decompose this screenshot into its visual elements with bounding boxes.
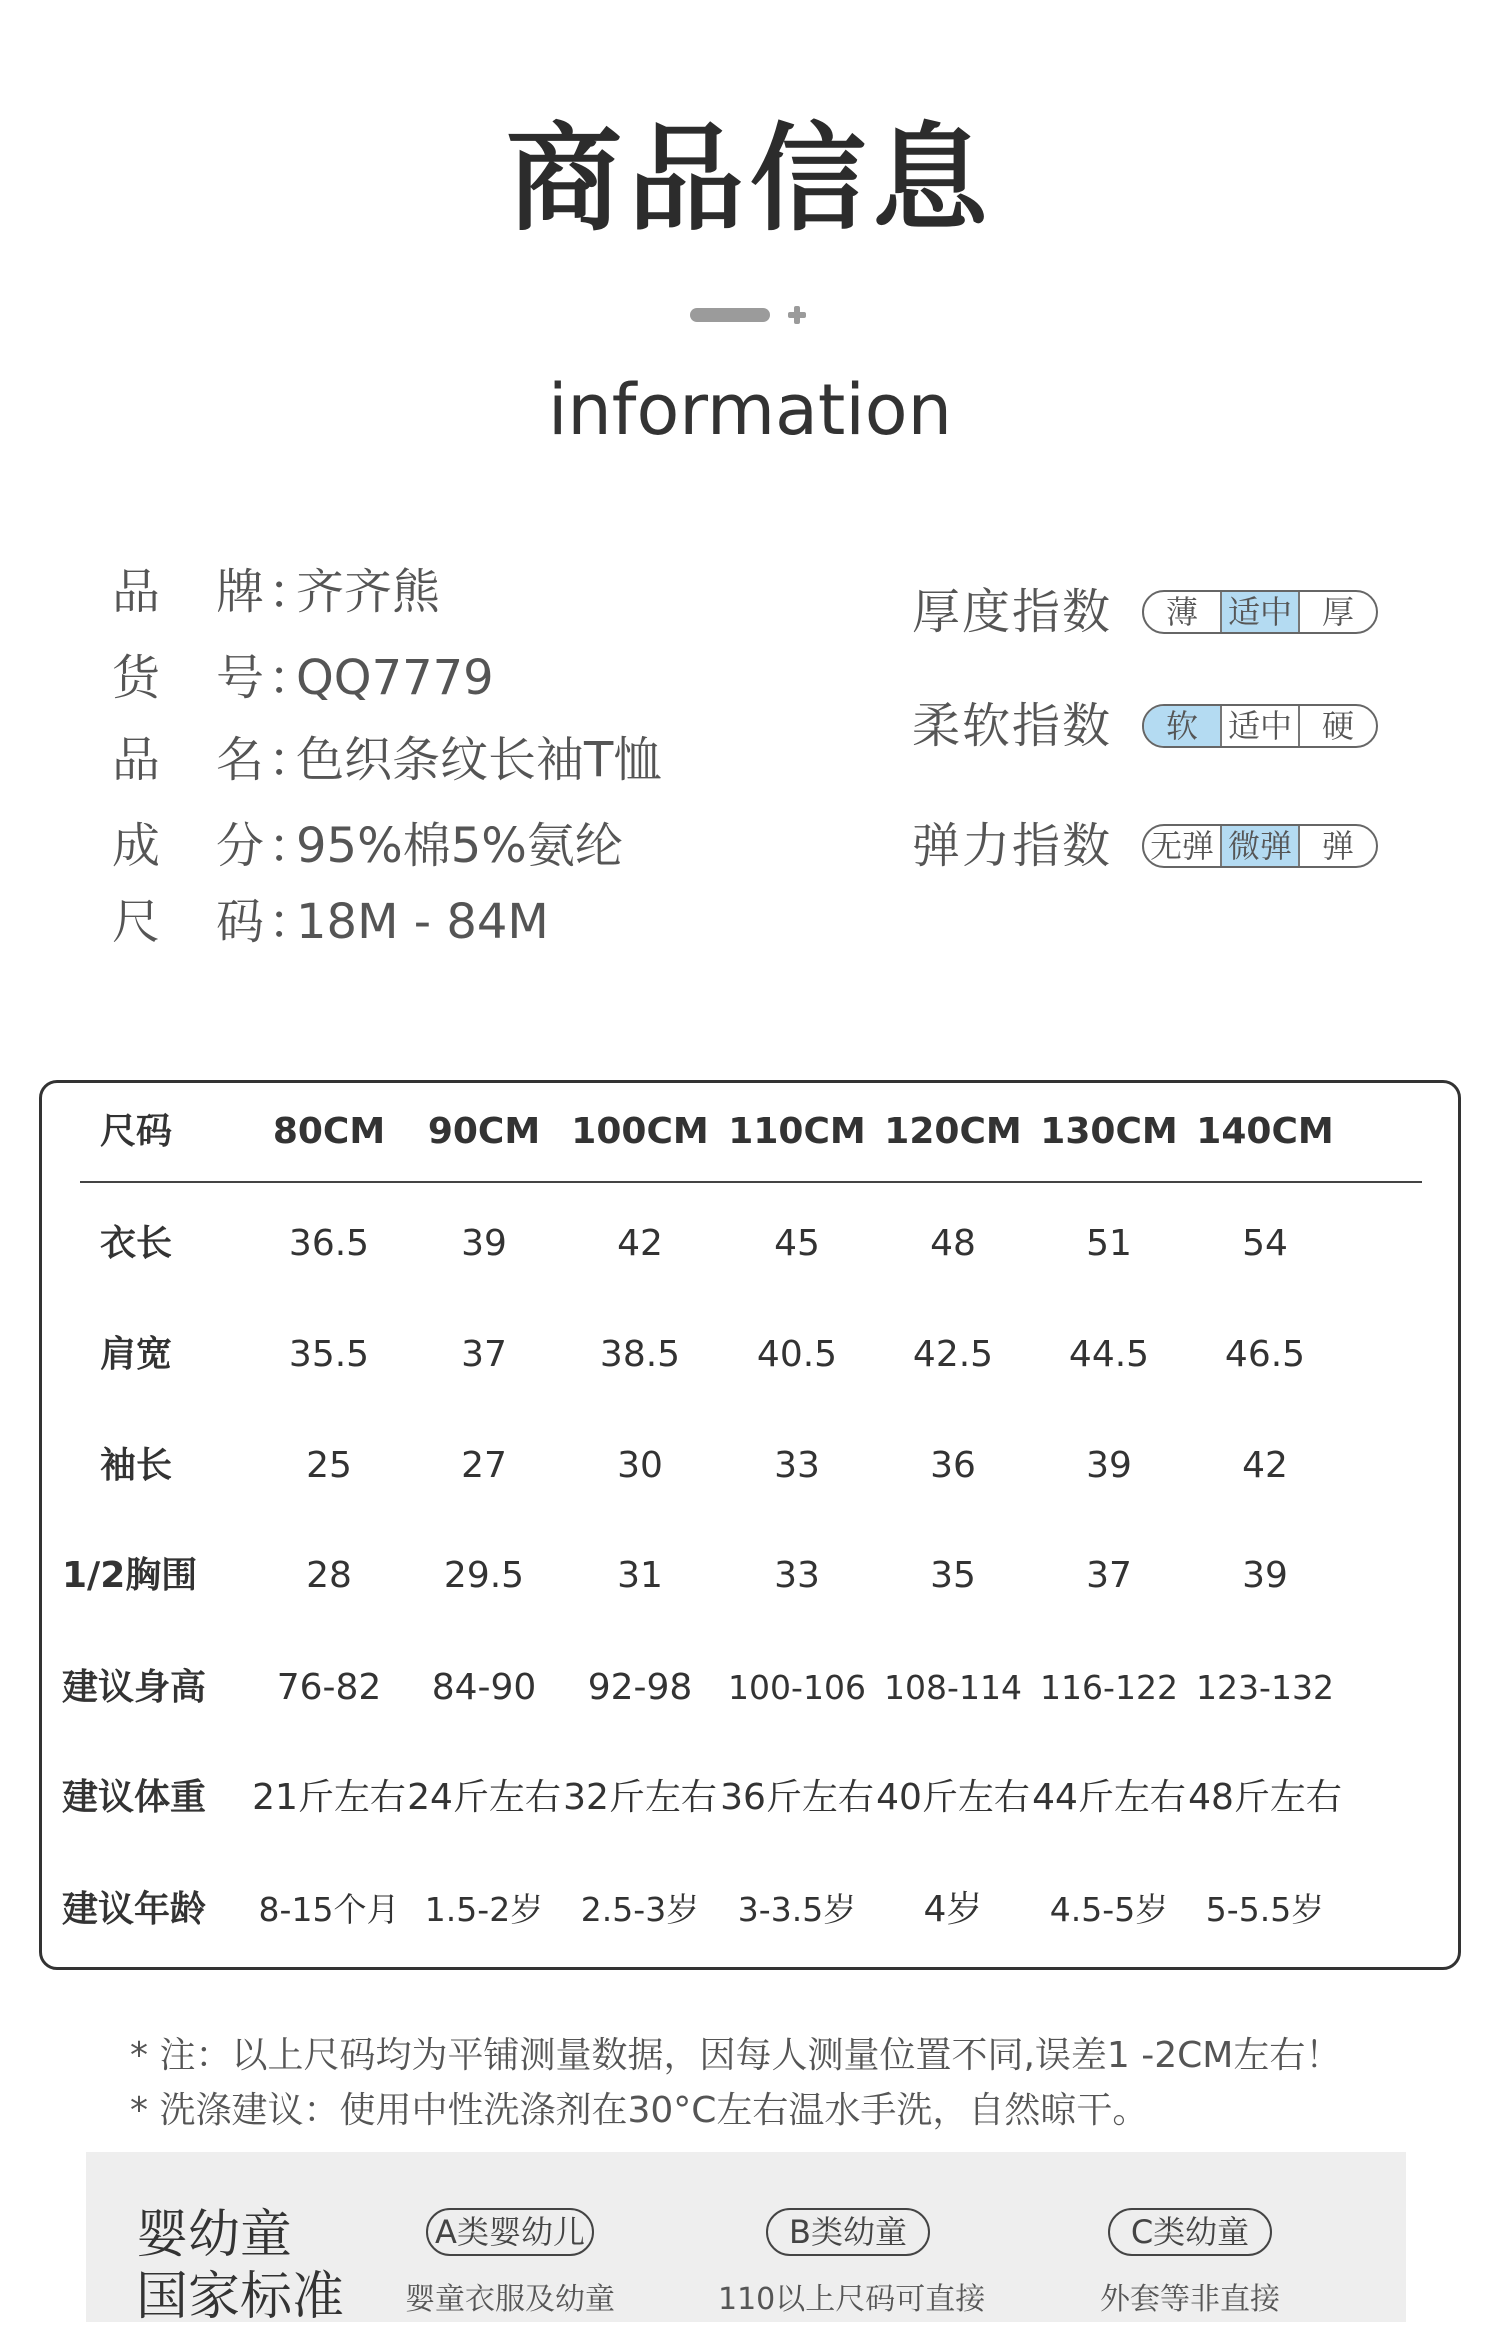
size-cell: 4岁 [923, 1889, 983, 1930]
size-column-header: 100CM [571, 1111, 709, 1152]
index-row [912, 582, 1392, 642]
size-row-label: 袖长 [100, 1445, 173, 1486]
size-cell: 36 [930, 1445, 976, 1486]
index-option: 薄 [1165, 593, 1198, 631]
size-cell: 25 [306, 1445, 352, 1486]
size-column-header: 140CM [1196, 1111, 1334, 1152]
standard-class-badge: C类幼童 [1108, 2208, 1272, 2256]
size-column-header: 120CM [884, 1111, 1022, 1152]
size-cell: 30 [617, 1445, 663, 1486]
measure-note: * 注：以上尺码均为平铺测量数据，因每人测量位置不同,误差1 -2CM左右！ [130, 2035, 1342, 2076]
info-value: 18M - 84M [296, 894, 549, 950]
size-cell: 1.5-2岁 [424, 1890, 544, 1929]
info-value: 95%棉5%氨纶 [296, 818, 623, 874]
size-row-label: 衣长 [100, 1223, 173, 1264]
standard-title [136, 2204, 344, 2328]
size-cell: 21斤左右 [252, 1777, 406, 1818]
size-cell: 2.5-3岁 [580, 1890, 700, 1929]
size-cell: 39 [1086, 1445, 1132, 1486]
size-cell: 46.5 [1224, 1334, 1306, 1375]
size-cell: 92-98 [587, 1667, 693, 1708]
size-cell: 116-122 [1040, 1668, 1178, 1707]
size-column-header: 110CM [728, 1111, 866, 1152]
info-value: 色织条纹长袖T恤 [296, 732, 662, 788]
index-row [912, 696, 1392, 756]
size-column-header: 80CM [272, 1111, 386, 1152]
size-cell: 44斤左右 [1032, 1777, 1186, 1818]
size-cell: 3-3.5岁 [737, 1890, 857, 1929]
size-cell: 28 [306, 1555, 352, 1596]
size-cell: 100-106 [728, 1668, 866, 1707]
size-chart [39, 1080, 1461, 1970]
size-cell: 5-5.5岁 [1205, 1890, 1325, 1929]
info-value: 齐齐熊 [296, 564, 441, 620]
info-label: 货 号： [112, 650, 321, 706]
info-row [112, 730, 661, 790]
size-cell: 8-15个月 [258, 1890, 400, 1929]
info-value: QQ7779 [296, 650, 494, 706]
size-chart-corner: 尺码 [100, 1111, 173, 1152]
index-option-selected: 微弹 [1220, 826, 1298, 866]
size-cell: 76-82 [276, 1667, 382, 1708]
index-label: 厚度指数 [912, 584, 1113, 640]
size-chart-header-rule [80, 1181, 1422, 1183]
info-label: 尺 码： [112, 894, 321, 950]
size-cell: 40斤左右 [876, 1777, 1030, 1818]
page-subtitle: information [547, 369, 952, 451]
size-cell: 84-90 [431, 1667, 537, 1708]
index-row [912, 816, 1392, 876]
size-cell: 35 [930, 1555, 976, 1596]
index-scale [1142, 824, 1378, 868]
info-label: 品 牌： [112, 564, 321, 620]
size-row-label: 建议年龄 [62, 1889, 207, 1930]
index-option: 弹 [1298, 826, 1376, 866]
index-option-selected: 适中 [1220, 592, 1298, 632]
standard-class-desc: 110以上尺码可直接 [718, 2282, 986, 2317]
size-row-label: 建议体重 [62, 1777, 207, 1818]
size-column-header: 130CM [1040, 1111, 1178, 1152]
size-cell: 27 [461, 1445, 507, 1486]
standard-class-badge: B类幼童 [766, 2208, 930, 2256]
size-cell: 42 [1242, 1445, 1288, 1486]
divider-ornament [690, 305, 830, 325]
divider-pill [690, 308, 770, 322]
size-column-header: 90CM [427, 1111, 541, 1152]
index-option: 硬 [1298, 706, 1376, 746]
info-label: 品 名： [112, 732, 321, 788]
index-option-selected: 软 [1144, 706, 1220, 746]
size-cell: 36.5 [288, 1223, 370, 1264]
size-cell: 42.5 [912, 1334, 994, 1375]
standard-class-desc: 外套等非直接 [1100, 2282, 1280, 2317]
size-cell: 33 [774, 1445, 820, 1486]
size-cell: 35.5 [288, 1334, 370, 1375]
index-label: 柔软指数 [912, 698, 1113, 754]
size-cell: 39 [1242, 1555, 1288, 1596]
size-cell: 45 [774, 1223, 820, 1264]
size-cell: 29.5 [443, 1555, 525, 1596]
size-cell: 40.5 [756, 1334, 838, 1375]
size-cell: 108-114 [884, 1668, 1022, 1707]
size-cell: 44.5 [1068, 1334, 1150, 1375]
standard-class-badge: A类婴幼儿 [426, 2208, 594, 2256]
standard-class-desc: 婴童衣服及幼童 [405, 2282, 615, 2317]
divider-cross [788, 306, 806, 324]
size-cell: 51 [1086, 1223, 1132, 1264]
standard-title-line: 婴幼童 [136, 2205, 293, 2265]
size-cell: 38.5 [599, 1334, 681, 1375]
info-row [112, 892, 549, 952]
info-row [112, 648, 494, 708]
page-title: 商品信息 [506, 112, 994, 247]
size-cell: 24斤左右 [407, 1777, 561, 1818]
info-label: 成 分： [112, 818, 321, 874]
size-cell: 54 [1242, 1223, 1288, 1264]
size-cell: 4.5-5岁 [1049, 1890, 1169, 1929]
info-row [112, 816, 623, 876]
size-cell: 48 [930, 1223, 976, 1264]
size-cell: 39 [461, 1223, 507, 1264]
wash-note: * 洗涤建议：使用中性洗涤剂在30°C左右温水手洗，自然晾干。 [130, 2090, 1149, 2131]
size-cell: 36斤左右 [720, 1777, 874, 1818]
index-option: 厚 [1298, 592, 1376, 632]
index-scale [1142, 704, 1378, 748]
size-cell: 37 [461, 1334, 507, 1375]
index-option: 适中 [1220, 706, 1298, 746]
size-cell: 33 [774, 1555, 820, 1596]
index-label: 弹力指数 [912, 818, 1113, 874]
national-standard-panel [86, 2152, 1406, 2327]
size-row-label: 建议身高 [62, 1667, 207, 1708]
size-cell: 42 [617, 1223, 663, 1264]
size-cell: 48斤左右 [1188, 1777, 1342, 1818]
size-cell: 37 [1086, 1555, 1132, 1596]
size-cell: 123-132 [1196, 1668, 1334, 1707]
index-scale [1142, 590, 1378, 634]
size-row-label: 肩宽 [100, 1334, 173, 1375]
standard-title-line: 国家标准 [136, 2267, 345, 2327]
info-row [112, 562, 440, 622]
size-cell: 31 [617, 1555, 663, 1596]
size-cell: 32斤左右 [563, 1777, 717, 1818]
index-option: 无弹 [1149, 827, 1214, 865]
size-row-label: 1/2胸围 [62, 1555, 198, 1596]
